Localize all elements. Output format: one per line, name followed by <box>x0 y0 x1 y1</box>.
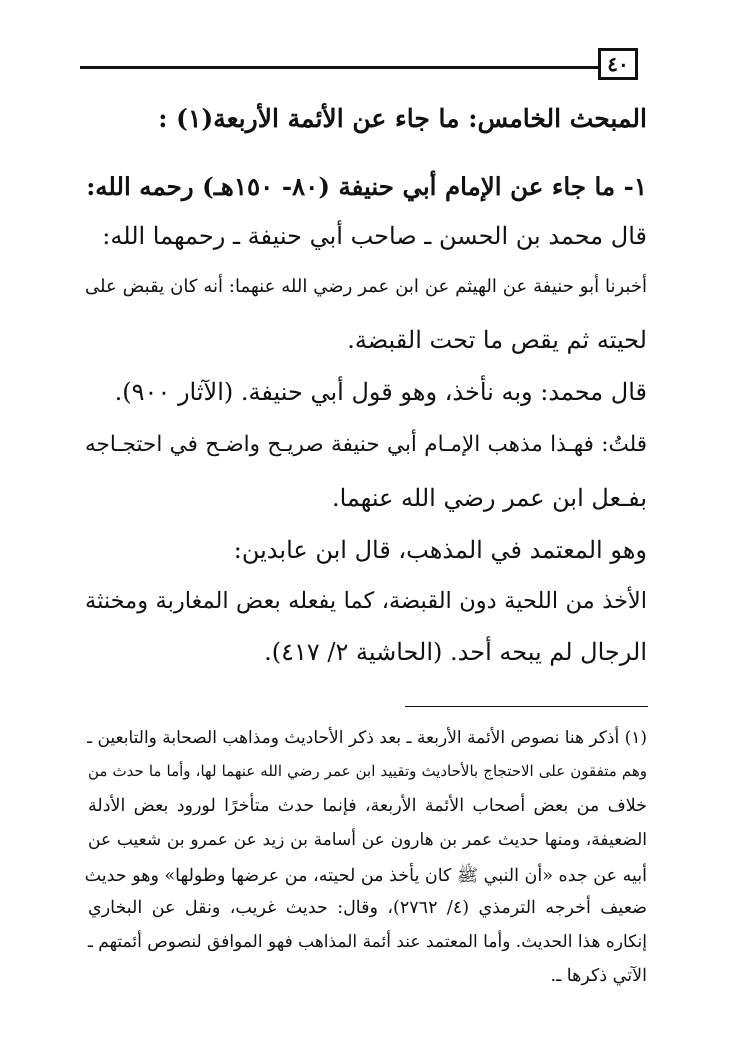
subsection-title: ١- ما جاء عن الإمام أبي حنيفة (٨٠- ١٥٠هـ) رحمه الله: <box>86 172 647 201</box>
footnote-line: (١) أذكر هنا نصوص الأئمة الأربعة ـ بعد ذكر الأحاديث ومذاهب الصحابة والتابعين ـ <box>87 728 647 748</box>
section-title: المبحث الخامس: ما جاء عن الأئمة الأربعة(١) : <box>158 104 647 133</box>
page-number: ٤٠ <box>598 48 638 80</box>
body-line: بفـعل ابن عمر رضي الله عنهما. <box>331 484 647 512</box>
footnote-line: الضعيفة، ومنها حديث عمر بن هارون عن أسامة بن زيد عن عمرو بن شعيب عن <box>88 830 647 850</box>
footnote-rule <box>405 706 648 707</box>
body-line: الأخذ من اللحية دون القبضة، كما يفعله بعض المغاربة ومخنثة <box>85 588 647 614</box>
body-line: وهو المعتمد في المذهب، قال ابن عابدين: <box>233 536 647 564</box>
body-line: قال محمد بن الحسن ـ صاحب أبي حنيفة ـ رحمهما الله: <box>102 222 647 250</box>
footnote-line: أبيه عن جده «أن النبي ﷺ كان يأخذ من لحيته، من عرضها وطولها» وهو حديث <box>84 866 647 886</box>
body-line: الرجال لم يبحه أحد. (الحاشية ٢/ ٤١٧). <box>264 638 647 666</box>
footnote-line: ضعيف أخرجه الترمذي (٤/ ٢٧٦٢)، وقال: حديث غريب، ونقل عن البخاري <box>88 898 647 918</box>
footnote-line: وهم متفقون على الاحتجاج بالأحاديث وتقييد ابن عمر رضي الله عنهما لها، وأما ما حدث من <box>88 762 647 780</box>
body-line: قال محمد: وبه نأخذ، وهو قول أبي حنيفة. (الآثار ٩٠٠). <box>114 378 647 406</box>
body-line: قلتُ: فهـذا مذهب الإمـام أبي حنيفة صريـح واضـح في احتجـاجه <box>85 432 647 457</box>
footnote-line: خلاف من بعض أصحاب الأئمة الأربعة، فإنما حدث متأخرًا لورود بعض الأدلة <box>88 796 647 816</box>
footnote-line: الآتي ذكرها ـ. <box>550 966 647 986</box>
footnote-line: إنكاره هذا الحديث. وأما المعتمد عند أئمة المذاهب فهو الموافق لنصوص أئمتهم ـ <box>87 932 647 952</box>
body-line: أخبرنا أبو حنيفة عن الهيثم عن ابن عمر رضي الله عنهما: أنه كان يقبض على <box>85 276 647 297</box>
body-line: لحيته ثم يقص ما تحت القبضة. <box>347 326 647 354</box>
header-rule <box>80 66 600 69</box>
